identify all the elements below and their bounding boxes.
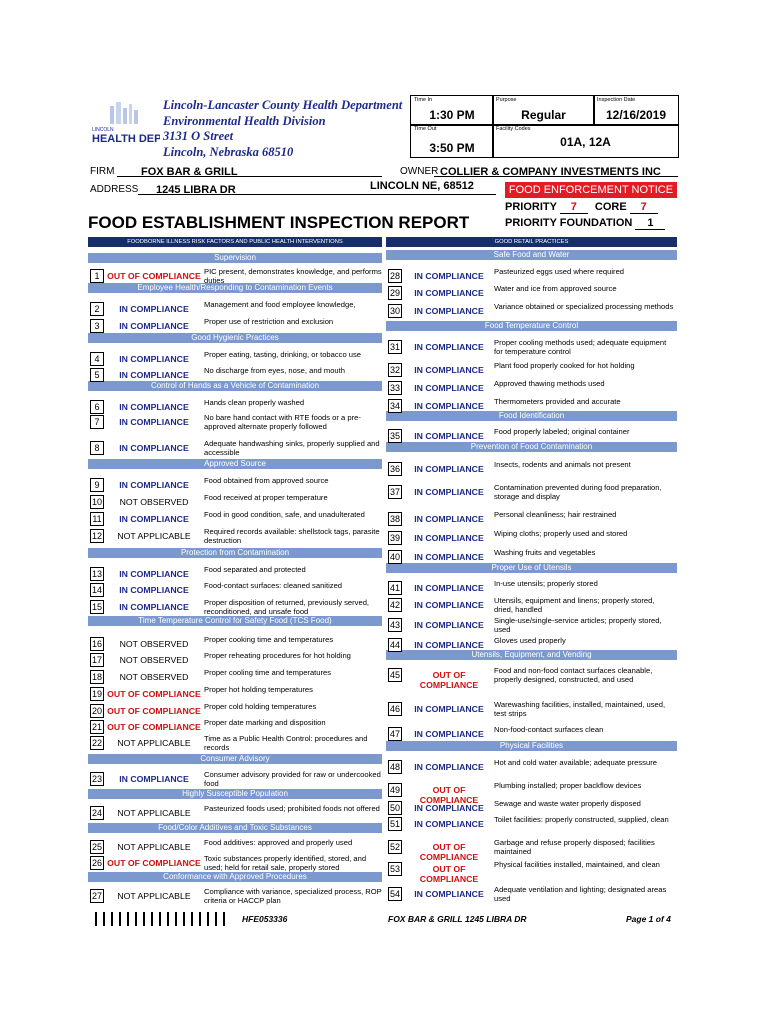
compliance-status: IN COMPLIANCE [119, 443, 189, 453]
owner-value: COLLIER & COMPANY INVESTMENTS INC [440, 166, 661, 178]
item-number: 3 [90, 319, 104, 333]
item-description: Proper hot holding temperatures [204, 685, 313, 694]
inspection-item-row [88, 736, 382, 750]
item-number: 35 [389, 431, 400, 441]
item-number: 20 [91, 706, 102, 716]
inspection-item-row [386, 860, 677, 884]
inspection-item-row [88, 637, 382, 651]
compliance-status: IN COMPLIANCE [414, 762, 484, 772]
city-value: LINCOLN NE, 68512 [370, 180, 474, 192]
item-number: 29 [389, 288, 400, 298]
purpose-value: Regular [521, 108, 566, 122]
item-number: 44 [389, 640, 400, 650]
section-header: Employee Health/Responding to Contamination Events [88, 283, 382, 293]
inspection-item-row [88, 889, 382, 903]
compliance-status: NOT OBSERVED [119, 672, 189, 682]
risk-factors-heading: FOODBORNE ILLNESS RISK FACTORS AND PUBLIC HEALTH INTERVENTIONS [88, 237, 382, 247]
item-number: 13 [91, 569, 102, 579]
firm-line [117, 162, 382, 177]
item-description: Plumbing installed; proper backflow devices [494, 781, 642, 790]
inspection-item-row [386, 838, 677, 862]
firm-value: FOX BAR & GRILL [141, 166, 238, 178]
section-header: Consumer Advisory [88, 754, 382, 764]
section-header: Physical Facilities [386, 741, 677, 751]
item-description: Proper use of restriction and exclusion [204, 317, 334, 326]
item-number: 17 [91, 655, 102, 665]
inspection-item-row [88, 856, 382, 870]
item-description: Food-contact surfaces: cleaned sanitized [204, 581, 343, 590]
item-number: 7 [90, 415, 104, 429]
svg-text:LINCOLN: LINCOLN [92, 127, 114, 133]
item-description: Approved thawing methods used [494, 379, 605, 388]
inspection-item-row [88, 772, 382, 786]
compliance-status: NOT APPLICABLE [117, 842, 191, 852]
section-header: Time Temperature Control for Safety Food (TCS Food) [88, 616, 382, 626]
item-number: 39 [389, 533, 400, 543]
item-description: Proper cold holding temperatures [204, 702, 317, 711]
page-number: Page 1 of 4 [626, 914, 671, 924]
item-description: Food properly labeled; original container [494, 427, 630, 436]
compliance-status: IN COMPLIANCE [414, 729, 484, 739]
item-number: 50 [389, 803, 400, 813]
time-out-value: 3:50 PM [429, 141, 475, 155]
inspection-item-row [386, 381, 677, 395]
inspection-item-row [386, 817, 677, 831]
compliance-status: IN COMPLIANCE [414, 487, 484, 497]
item-number: 33 [389, 383, 400, 393]
inspection-item-row [386, 638, 677, 652]
item-description: Proper disposition of returned, previously served, reconditioned, and unsafe food [204, 598, 370, 616]
item-description: PIC present, demonstrates knowledge, and performs duties [204, 267, 382, 285]
item-description: Single-use/single-service articles; properly stored, used [494, 616, 662, 634]
section-header: Safe Food and Water [386, 250, 677, 260]
item-number: 52 [389, 842, 400, 852]
compliance-status: IN COMPLIANCE [119, 354, 189, 364]
footer-firm: FOX BAR & GRILL [388, 914, 463, 924]
compliance-status: NOT APPLICABLE [117, 808, 191, 818]
compliance-status: IN COMPLIANCE [119, 304, 189, 314]
item-number: 18 [91, 672, 102, 682]
compliance-status: IN COMPLIANCE [414, 464, 484, 474]
item-number: 11 [90, 512, 104, 526]
item-number: 45 [389, 670, 400, 680]
inspection-item-row [88, 400, 382, 414]
address-line [138, 180, 496, 195]
item-number: 32 [389, 365, 400, 375]
item-description: Proper eating, tasting, drinking, or tobacco use [204, 350, 362, 359]
core-value: 7 [630, 201, 658, 214]
item-description: Toxic substances properly identified, stored, and used; held for retail sale, properly stored [204, 854, 367, 872]
item-description: Utensils, equipment and linens; properly stored, dried, handled [494, 596, 655, 614]
address-value: 1245 LIBRA DR [156, 184, 236, 196]
compliance-status: NOT OBSERVED [119, 639, 189, 649]
item-description: Hot and cold water available; adequate pressure [494, 758, 657, 767]
facility-codes-label: Facility Codes [496, 126, 531, 132]
section-header: Proper Use of Utensils [386, 563, 677, 573]
compliance-status: IN COMPLIANCE [414, 803, 484, 813]
compliance-status: IN COMPLIANCE [414, 600, 484, 610]
inspection-item-row [386, 462, 677, 476]
item-description: Pasteurized eggs used where required [494, 267, 625, 276]
barcode [90, 912, 230, 926]
compliance-status: NOT APPLICABLE [117, 891, 191, 901]
item-number: 37 [389, 487, 400, 497]
section-header: Supervision [88, 253, 382, 263]
firm-label: FIRM [90, 166, 115, 177]
item-description: Proper cooking time and temperatures [204, 635, 334, 644]
section-header: Control of Hands as a Vehicle of Contamination [88, 381, 382, 391]
inspection-item-row [386, 269, 677, 283]
time-in-box [410, 95, 494, 126]
compliance-status: IN COMPLIANCE [119, 402, 189, 412]
item-description: Garbage and refuse properly disposed; facilities maintained [494, 838, 655, 856]
inspection-item-row [386, 666, 677, 690]
item-description: Thermometers provided and accurate [494, 397, 621, 406]
compliance-status: IN COMPLIANCE [414, 640, 484, 650]
inspection-item-row [88, 720, 382, 734]
inspection-item-row [386, 581, 677, 595]
section-header: Prevention of Food Contamination [386, 442, 677, 452]
priority-counts [505, 201, 658, 214]
item-number: 9 [90, 478, 104, 492]
inspection-item-row [386, 550, 677, 564]
item-number: 41 [389, 583, 400, 593]
item-number: 30 [389, 306, 400, 316]
compliance-status: IN COMPLIANCE [119, 569, 189, 579]
inspection-item-row [386, 340, 677, 354]
compliance-status: IN COMPLIANCE [414, 342, 484, 352]
inspection-item-row [386, 887, 677, 901]
owner-line [434, 162, 678, 177]
priority-foundation-value: 1 [635, 217, 665, 230]
item-description: Food received at proper temperature [204, 493, 328, 502]
item-number: 16 [91, 639, 102, 649]
compliance-status: OUT OF COMPLIANCE [419, 785, 479, 805]
item-number: 10 [91, 497, 102, 507]
time-out-label: Time Out [414, 126, 437, 132]
section-header: Approved Source [88, 459, 382, 469]
compliance-status: IN COMPLIANCE [414, 552, 484, 562]
section-header: Food Identification [386, 411, 677, 421]
item-description: Contamination prevented during food preparation, storage and display [494, 483, 662, 501]
inspection-item-row [88, 352, 382, 366]
item-number: 43 [389, 620, 400, 630]
purpose-label: Purpose [496, 97, 517, 103]
inspection-item-row [386, 363, 677, 377]
item-number: 28 [389, 271, 400, 281]
compliance-status: OUT OF COMPLIANCE [107, 689, 201, 699]
report-title: FOOD ESTABLISHMENT INSPECTION REPORT [88, 213, 470, 232]
inspection-item-row [386, 598, 677, 612]
item-description: Water and ice from approved source [494, 284, 617, 293]
inspection-item-row [88, 512, 382, 526]
item-description: Variance obtained or specialized processing methods [494, 302, 674, 311]
item-description: Food obtained from approved source [204, 476, 329, 485]
logo-text: HEALTH DEP [92, 133, 160, 145]
item-number: 36 [389, 464, 400, 474]
item-number: 6 [90, 400, 104, 414]
priority-label: PRIORITY [505, 201, 557, 213]
item-number: 54 [389, 889, 400, 899]
item-number: 40 [389, 552, 400, 562]
item-description: Proper cooling time and temperatures [204, 668, 332, 677]
compliance-status: OUT OF COMPLIANCE [107, 271, 201, 281]
inspection-item-row [88, 441, 382, 455]
org-line: Environmental Health Division [163, 113, 326, 128]
compliance-status: IN COMPLIANCE [119, 585, 189, 595]
compliance-status: IN COMPLIANCE [414, 365, 484, 375]
item-description: Sewage and waste water properly disposed [494, 799, 641, 808]
inspection-item-row [88, 806, 382, 820]
compliance-status: OUT OF COMPLIANCE [419, 842, 479, 862]
item-description: Gloves used properly [494, 636, 566, 645]
inspection-item-row [88, 415, 382, 429]
compliance-status: IN COMPLIANCE [414, 583, 484, 593]
compliance-status: NOT APPLICABLE [117, 531, 191, 541]
organization-address [163, 98, 402, 160]
inspection-item-row [386, 485, 677, 499]
item-description: Insects, rodents and animals not present [494, 460, 631, 469]
compliance-status: IN COMPLIANCE [414, 431, 484, 441]
item-description: Adequate handwashing sinks, properly supplied and accessible [204, 439, 380, 457]
item-number: 48 [389, 762, 400, 772]
compliance-status: IN COMPLIANCE [414, 620, 484, 630]
item-number: 31 [389, 342, 400, 352]
inspection-item-row [88, 567, 382, 581]
org-line: 3131 O Street [163, 129, 234, 143]
item-number: 42 [389, 600, 400, 610]
good-retail-practices-heading: GOOD RETAIL PRACTICES [386, 237, 677, 247]
inspection-item-row [386, 399, 677, 413]
item-number: 14 [91, 585, 102, 595]
inspection-item-row [88, 319, 382, 333]
compliance-status: IN COMPLIANCE [414, 514, 484, 524]
item-number: 46 [389, 704, 400, 714]
item-description: No discharge from eyes, nose, and mouth [204, 366, 345, 375]
compliance-status: NOT APPLICABLE [117, 738, 191, 748]
item-description: Toilet facilities: properly constructed, supplied, clean [494, 815, 669, 824]
compliance-status: OUT OF COMPLIANCE [419, 670, 479, 690]
inspection-item-row [386, 618, 677, 632]
item-number: 25 [91, 842, 102, 852]
priority-foundation-count [505, 217, 665, 230]
good-retail-practices-column [386, 237, 677, 907]
compliance-status: IN COMPLIANCE [414, 889, 484, 899]
item-description: Required records available: shellstock tags, parasite destruction [204, 527, 380, 545]
inspection-item-row [88, 478, 382, 492]
priority-foundation-label: PRIORITY FOUNDATION [505, 217, 633, 229]
item-number: 26 [91, 858, 102, 868]
item-description: Consumer advisory provided for raw or undercooked food [204, 770, 381, 788]
item-number: 51 [389, 819, 400, 829]
compliance-status: IN COMPLIANCE [414, 819, 484, 829]
item-description: Plant food properly cooked for hot holding [494, 361, 635, 370]
item-number: 5 [90, 368, 104, 382]
footer-address: 1245 LIBRA DR [465, 914, 527, 924]
item-number: 8 [90, 441, 104, 455]
section-header: Highly Susceptible Population [88, 789, 382, 799]
compliance-status: IN COMPLIANCE [119, 480, 189, 490]
compliance-status: IN COMPLIANCE [119, 321, 189, 331]
section-header: Protection from Contamination [88, 548, 382, 558]
item-number: 27 [91, 891, 102, 901]
compliance-status: IN COMPLIANCE [414, 704, 484, 714]
org-line: Lincoln, Nebraska 68510 [163, 144, 294, 159]
section-header: Utensils, Equipment, and Vending [386, 650, 677, 660]
org-line: Lincoln-Lancaster County Health Department [163, 98, 403, 112]
item-number: 53 [389, 864, 400, 874]
priority-value: 7 [560, 201, 588, 214]
item-description: Food in good condition, safe, and unadulterated [204, 510, 365, 519]
item-number: 47 [389, 729, 400, 739]
compliance-status: IN COMPLIANCE [414, 306, 484, 316]
inspection-item-row [386, 727, 677, 741]
item-description: Proper date marking and disposition [204, 718, 326, 727]
item-description: No bare hand contact with RTE foods or a pre-approved alternate properly followed [204, 413, 361, 431]
address-label: ADDRESS [90, 184, 139, 195]
item-number: 24 [91, 808, 102, 818]
inspection-item-row [88, 529, 382, 543]
item-number: 12 [91, 531, 102, 541]
inspection-item-row [88, 583, 382, 597]
item-number: 1 [90, 269, 104, 283]
item-description: Warewashing facilities, installed, maintained, used, test strips [494, 700, 666, 718]
inspection-item-row [386, 531, 677, 545]
facility-codes-value: 01A, 12A [560, 135, 611, 149]
time-out-box [410, 124, 494, 158]
inspection-item-row [88, 670, 382, 684]
item-number: 49 [389, 785, 400, 795]
section-header: Good Hygienic Practices [88, 333, 382, 343]
inspection-item-row [88, 368, 382, 382]
compliance-status: OUT OF COMPLIANCE [107, 706, 201, 716]
purpose-box [492, 95, 595, 126]
item-description: Pasteurized foods used; prohibited foods not offered [204, 804, 380, 813]
item-number: 34 [389, 401, 400, 411]
compliance-status: IN COMPLIANCE [414, 401, 484, 411]
item-description: Proper reheating procedures for hot holding [204, 651, 351, 660]
compliance-status: IN COMPLIANCE [414, 533, 484, 543]
inspection-item-row [386, 702, 677, 716]
item-description: Food and non-food contact surfaces cleanable, properly designed, constructed, and used [494, 666, 653, 684]
health-department-logo [88, 98, 160, 154]
item-number: 22 [91, 738, 102, 748]
time-in-value: 1:30 PM [429, 108, 475, 122]
inspection-item-row [88, 302, 382, 316]
section-header: Conformance with Approved Procedures [88, 872, 382, 882]
inspection-item-row [386, 286, 677, 300]
inspection-date-box [593, 95, 679, 126]
compliance-status: IN COMPLIANCE [119, 417, 189, 427]
inspection-item-row [88, 687, 382, 701]
item-number: 21 [91, 722, 102, 732]
inspection-item-row [88, 840, 382, 854]
compliance-status: IN COMPLIANCE [414, 288, 484, 298]
item-description: In-use utensils; properly stored [494, 579, 598, 588]
item-description: Time as a Public Health Control: procedures and records [204, 734, 368, 752]
time-in-label: Time In [414, 97, 433, 103]
compliance-status: IN COMPLIANCE [414, 383, 484, 393]
compliance-status: IN COMPLIANCE [414, 271, 484, 281]
item-number: 38 [389, 514, 400, 524]
inspection-item-row [386, 429, 677, 443]
item-description: Food additives: approved and properly used [204, 838, 353, 847]
item-number: 19 [91, 689, 102, 699]
item-description: Non-food-contact surfaces clean [494, 725, 604, 734]
item-description: Physical facilities installed, maintained, and clean [494, 860, 660, 869]
owner-label: OWNER [400, 166, 439, 177]
compliance-status: NOT OBSERVED [119, 655, 189, 665]
inspection-date-value: 12/16/2019 [605, 108, 667, 122]
form-id: HFE053336 [242, 914, 288, 924]
inspection-item-row [88, 704, 382, 718]
compliance-status: IN COMPLIANCE [119, 774, 189, 784]
item-description: Wiping cloths; properly used and stored [494, 529, 628, 538]
item-description: Hands clean properly washed [204, 398, 305, 407]
inspection-item-row [88, 495, 382, 509]
inspection-item-row [88, 653, 382, 667]
compliance-status: OUT OF COMPLIANCE [107, 722, 201, 732]
inspection-item-row [88, 600, 382, 614]
item-description: Management and food employee knowledge, [204, 300, 356, 309]
compliance-status: IN COMPLIANCE [119, 602, 189, 612]
risk-factors-column [88, 237, 382, 907]
food-enforcement-notice-badge: FOOD ENFORCEMENT NOTICE [505, 182, 677, 198]
core-label: CORE [594, 201, 627, 213]
item-number: 2 [90, 302, 104, 316]
inspection-item-row [386, 760, 677, 774]
inspection-item-row [386, 304, 677, 318]
item-description: Personal cleanliness; hair restrained [494, 510, 617, 519]
item-description: Food separated and protected [204, 565, 306, 574]
facility-codes-box [492, 124, 679, 158]
section-header: Food/Color Additives and Toxic Substances [88, 823, 382, 833]
compliance-status: OUT OF COMPLIANCE [419, 864, 479, 884]
compliance-status: OUT OF COMPLIANCE [107, 858, 201, 868]
item-number: 15 [91, 602, 102, 612]
compliance-status: NOT OBSERVED [119, 497, 189, 507]
compliance-status: IN COMPLIANCE [119, 370, 189, 380]
item-number: 4 [90, 352, 104, 366]
item-description: Adequate ventilation and lighting; designated areas used [494, 885, 667, 903]
item-number: 23 [91, 774, 102, 784]
inspection-item-row [386, 512, 677, 526]
item-description: Proper cooling methods used; adequate equipment for temperature control [494, 338, 667, 356]
section-header: Food Temperature Control [386, 321, 677, 331]
item-description: Compliance with variance, specialized process, ROP criteria or HACCP plan [204, 887, 382, 905]
inspection-item-row [386, 801, 677, 815]
compliance-status: IN COMPLIANCE [119, 514, 189, 524]
item-description: Washing fruits and vegetables [494, 548, 596, 557]
inspection-date-label: Inspection Date [597, 97, 636, 103]
inspection-item-row [88, 269, 382, 283]
